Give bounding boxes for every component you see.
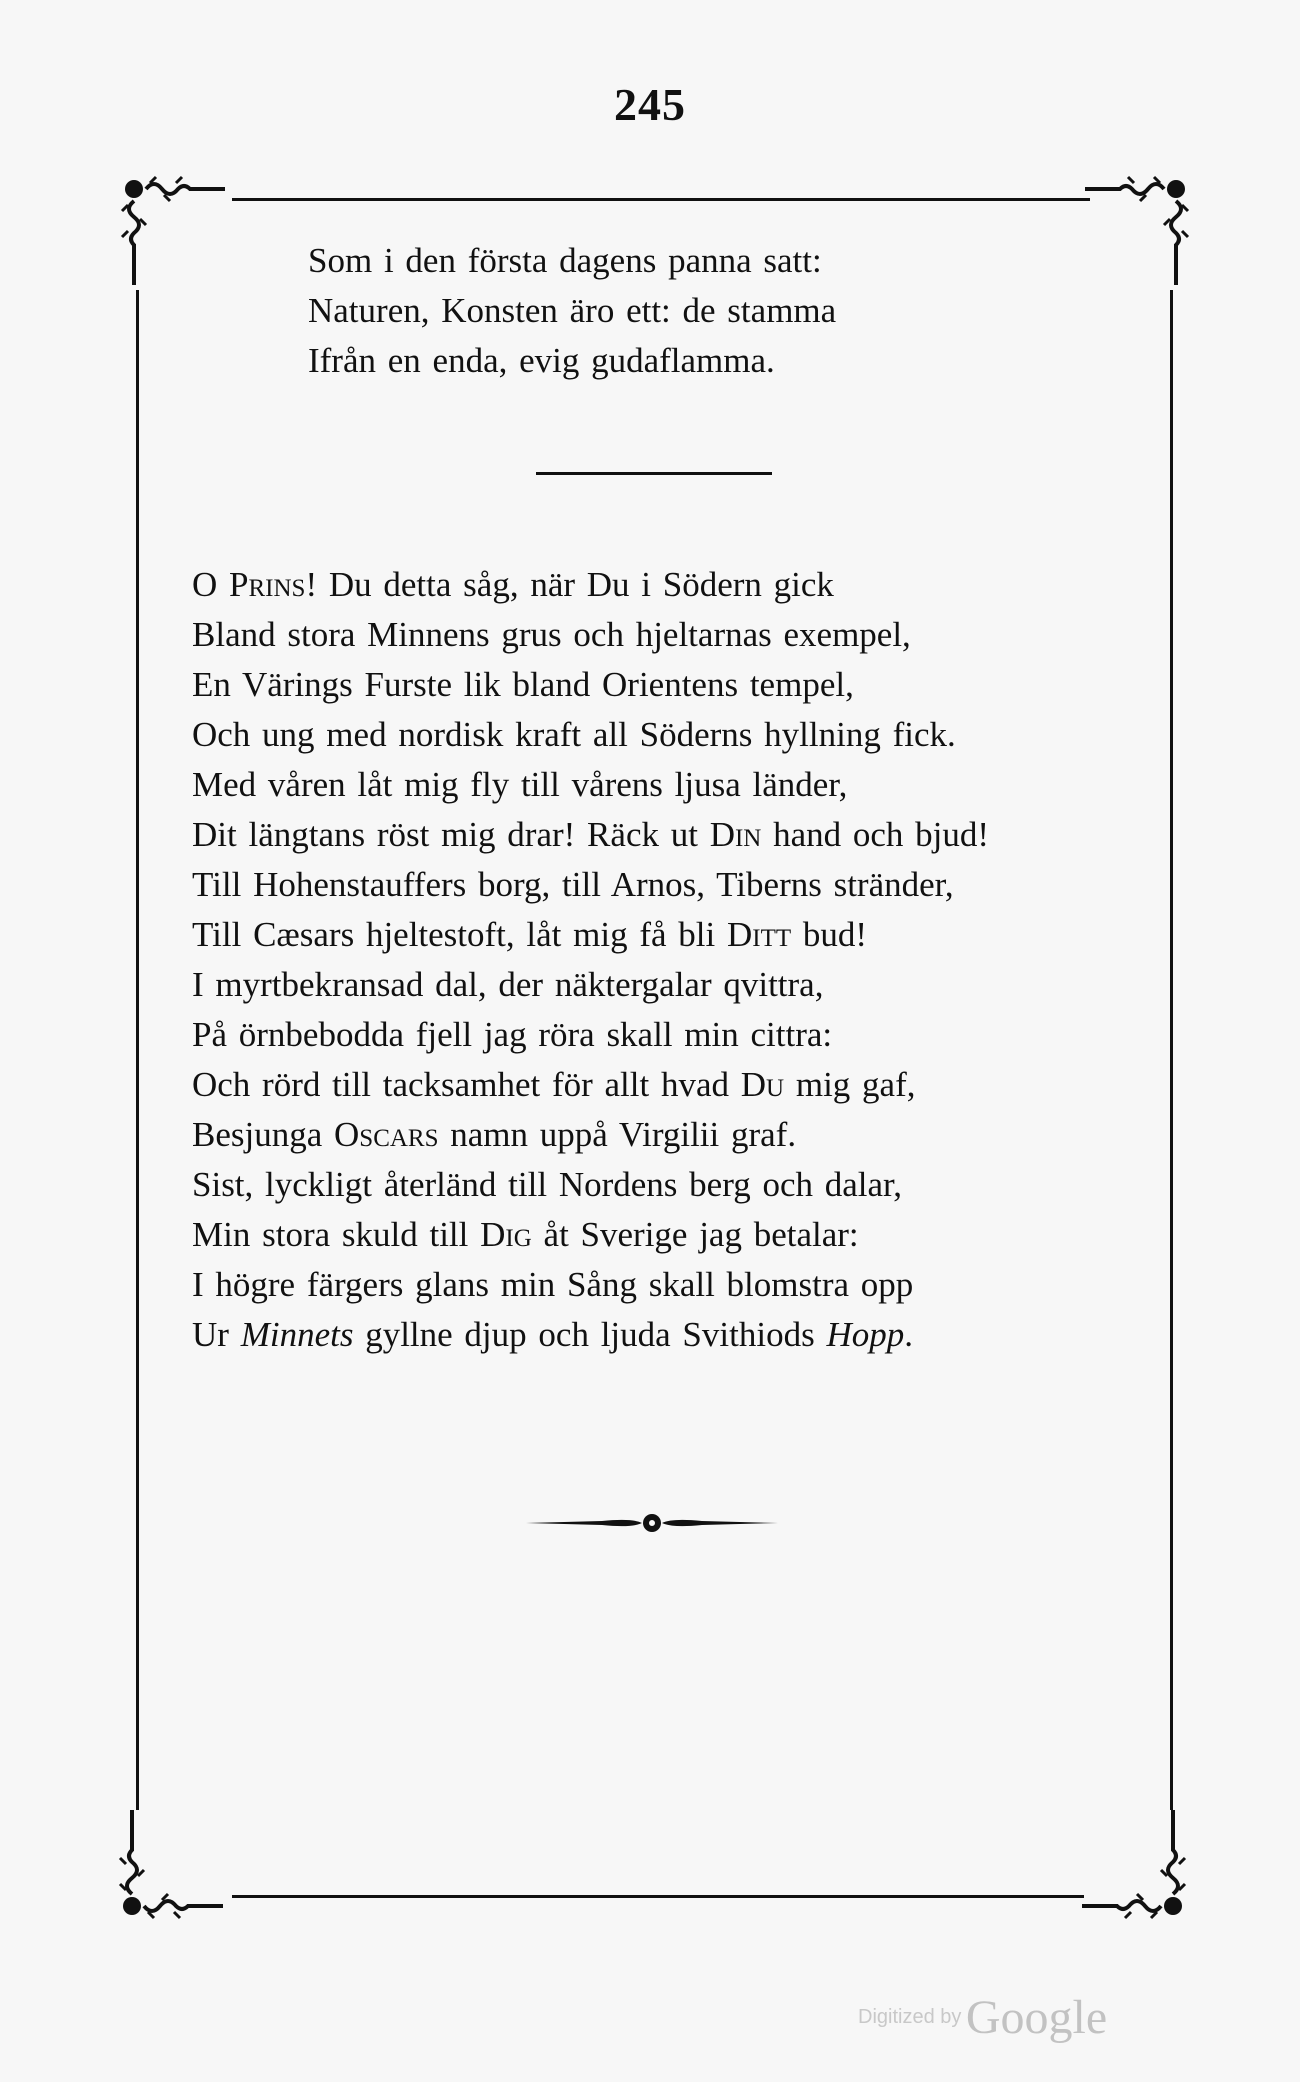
verse-line [192, 810, 989, 860]
verse-text: Dit längtans röst mig drar! Räck ut [192, 815, 710, 854]
verse-text: Bland stora Minnens grus och hjeltarnas exempel, [192, 615, 911, 654]
corner-ornament-bottom-right-icon [1082, 1810, 1187, 1920]
verse-line [192, 1210, 989, 1260]
verse-line [192, 560, 989, 610]
small-caps-name: Prins [229, 565, 306, 604]
small-caps-name: Dig [480, 1215, 532, 1254]
verse-text: Till Hohenstauffers borg, till Arnos, Tiberns stränder, [192, 865, 954, 904]
corner-ornament-top-left-icon [120, 175, 225, 285]
end-ornament-icon [522, 1508, 782, 1538]
verse-text: bud! [791, 915, 868, 954]
verse-text: Med våren låt mig fly till vårens ljusa länder, [192, 765, 848, 804]
verse-text: åt Sverige jag betalar: [531, 1215, 859, 1254]
small-caps-name: Ditt [726, 915, 792, 954]
verse-line [192, 960, 989, 1010]
verse-text: gyllne djup och ljuda Svithiods [353, 1315, 827, 1354]
verse-text: På örnbebodda fjell jag röra skall min cittra: [192, 1015, 833, 1054]
frame-top-rule [232, 198, 1090, 201]
small-caps-name: Din [709, 815, 762, 854]
italic-word: Hopp [826, 1315, 905, 1354]
verse-text: Och ung med nordisk kraft all Söderns hyllning fick. [192, 715, 956, 754]
verse-text: hand och bjud! [761, 815, 990, 854]
verse-text: namn uppå Virgilii graf. [438, 1115, 797, 1154]
verse-text: I högre färgers glans min Sång skall blomstra opp [192, 1265, 914, 1304]
verse-text: O [192, 565, 230, 604]
corner-ornament-top-right-icon [1085, 175, 1190, 285]
verse-text: Och rörd till tacksamhet för allt hvad [192, 1065, 741, 1104]
verse-line [192, 760, 989, 810]
verse-line [192, 1160, 989, 1210]
verse-line: Ifrån en enda, evig gudaflamma. [308, 341, 775, 380]
corner-ornament-bottom-left-icon [118, 1810, 223, 1920]
page-number: 245 [614, 79, 686, 130]
verse-text: En Värings Furste lik bland Orientens tempel, [192, 665, 854, 704]
verse-text: Min stora skuld till [192, 1215, 481, 1254]
italic-word: Minnets [240, 1315, 354, 1354]
verse-text: Till Cæsars hjeltestoft, låt mig få bli [192, 915, 727, 954]
frame-right-rule [1170, 290, 1173, 1810]
verse-line [192, 610, 989, 660]
verse-line [192, 660, 989, 710]
digitized-watermark [858, 1990, 1107, 2045]
verse-line [192, 1060, 989, 1110]
verse-line [192, 1260, 989, 1310]
section-divider-rule [536, 472, 772, 475]
stanza-1 [308, 236, 836, 386]
verse-text: Sist, lyckligt återländ till Nordens berg och dalar, [192, 1165, 903, 1204]
verse-line [192, 860, 989, 910]
verse-line [192, 1110, 989, 1160]
verse-text: Besjunga [192, 1115, 335, 1154]
verse-line [192, 710, 989, 760]
watermark-prefix: Digitized by [858, 2006, 962, 2028]
verse-text: . [904, 1315, 913, 1354]
frame-bottom-rule [232, 1895, 1084, 1898]
verse-line: Som i den första dagens panna satt: [308, 241, 822, 280]
verse-text: ! Du detta såg, när Du i Södern gick [305, 565, 834, 604]
verse-text: mig gaf, [784, 1065, 916, 1104]
verse-text: I myrtbekransad dal, der näktergalar qvittra, [192, 965, 824, 1004]
verse-line [192, 1010, 989, 1060]
small-caps-name: Du [740, 1065, 785, 1104]
stanza-2 [192, 560, 989, 1360]
verse-line [192, 1310, 989, 1360]
verse-text: Ur [192, 1315, 241, 1354]
google-logo: Google [965, 1991, 1108, 2044]
frame-left-rule [136, 290, 139, 1810]
verse-line [192, 910, 989, 960]
small-caps-name: Oscars [334, 1115, 439, 1154]
verse-line: Naturen, Konsten äro ett: de stamma [308, 291, 837, 330]
